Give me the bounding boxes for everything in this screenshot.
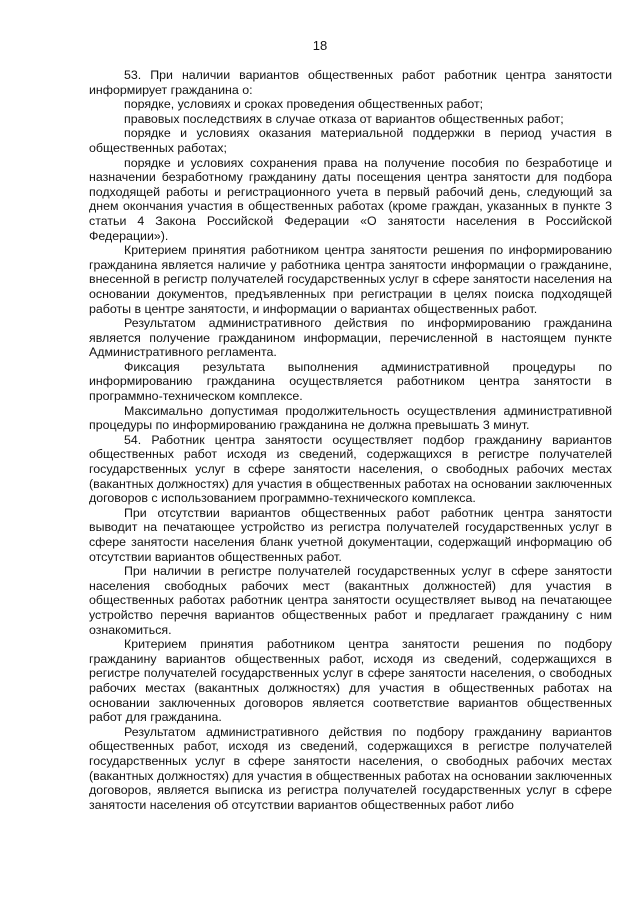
paragraph: Фиксация результата выполнения административной процедуры по информированию гражданина осуществляется работником центра занятости в программно-техническом комплексе. <box>89 359 612 404</box>
list-item: порядке, условиях и сроках проведения общественных работ; <box>124 97 484 112</box>
paragraph: Результатом административного действия по информированию гражданина является получение гражданином информации, перечисленной в настоящем пункте Административного регламента. <box>89 316 612 360</box>
paragraph-53-intro: 53. При наличии вариантов общественных работ работник центра занятости информирует гражданина о: <box>89 68 612 97</box>
paragraph-54-intro: 54. Работник центра занятости осуществляет подбор гражданину вариантов общественных работ исходя из сведений, содержащихся в регистре получателей государственных услуг в сфере занятости населения, о свободных рабочих местах (вакантных должностях) для участия в общественных работах на основании заключенных договоров с использованием программно-технического комплекса. <box>89 432 612 506</box>
paragraph: При отсутствии вариантов общественных работ работник центра занятости выводит на печатающее устройство из регистра получателей государственных услуг в сфере занятости населения бланк учетной документации, содержащий информацию об отсутствии вариантов общественных работ. <box>89 505 612 564</box>
list-item: порядке и условиях оказания материальной поддержки в период участия в общественных работах; <box>89 126 612 155</box>
page-number: 18 <box>312 38 328 53</box>
document-body <box>89 68 612 812</box>
paragraph: При наличии в регистре получателей государственных услуг в сфере занятости населения свободных рабочих мест (вакантных должностей) для участия в общественных работах работник центра занятости осуществляет вывод на печатающее устройство перечня вариантов общественных работ и предлагает гражданину с ним ознакомиться. <box>89 564 612 637</box>
list-item: правовых последствиях в случае отказа от вариантов общественных работ; <box>124 111 564 126</box>
paragraph: Максимально допустимая продолжительность осуществления административной процедуры по информированию гражданина не должна превышать 3 минут. <box>89 403 612 433</box>
paragraph: Критерием принятия работником центра занятости решения по подбору гражданину вариантов общественных работ, исходя из сведений, содержащихся в регистре получателей государственных услуг в сфере занятости населения, о свободных рабочих местах (вакантных должностях) для участия в общественных работах на основании заключенных договоров является соответствие вариантов общественных работ для гражданина. <box>89 637 612 725</box>
paragraph: Результатом административного действия по подбору гражданину вариантов общественных работ, исходя из сведений, содержащихся в регистре получателей государственных услуг в сфере занятости населения, о свободных рабочих местах (вакантных должностях) для участия в общественных работах на основании заключенных договоров, является выписка из регистра получателей государственных услуг в сфере занятости населения об отсутствии вариантов общественных работ либо <box>89 724 612 812</box>
paragraph: Критерием принятия работником центра занятости решения по информированию гражданина является наличие у работника центра занятости информации о гражданине, внесенной в регистр получателей государственных услуг в сфере занятости населения на основании документов, предъявленных при регистрации в целях поиска подходящей работы в центре занятости, и информации о вариантах общественных работ. <box>89 243 612 316</box>
list-item: порядке и условиях сохранения права на получение пособия по безработице и назначении безработному гражданину даты посещения центра занятости для подбора подходящей работы и регистрационного учета в первый рабочий день, следующий за днем окончания участия в общественных работах (кроме граждан, указанных в пункте 3 статьи 4 Закона Российской Федерации «О занятости населения в Российской Федерации»). <box>89 155 612 243</box>
